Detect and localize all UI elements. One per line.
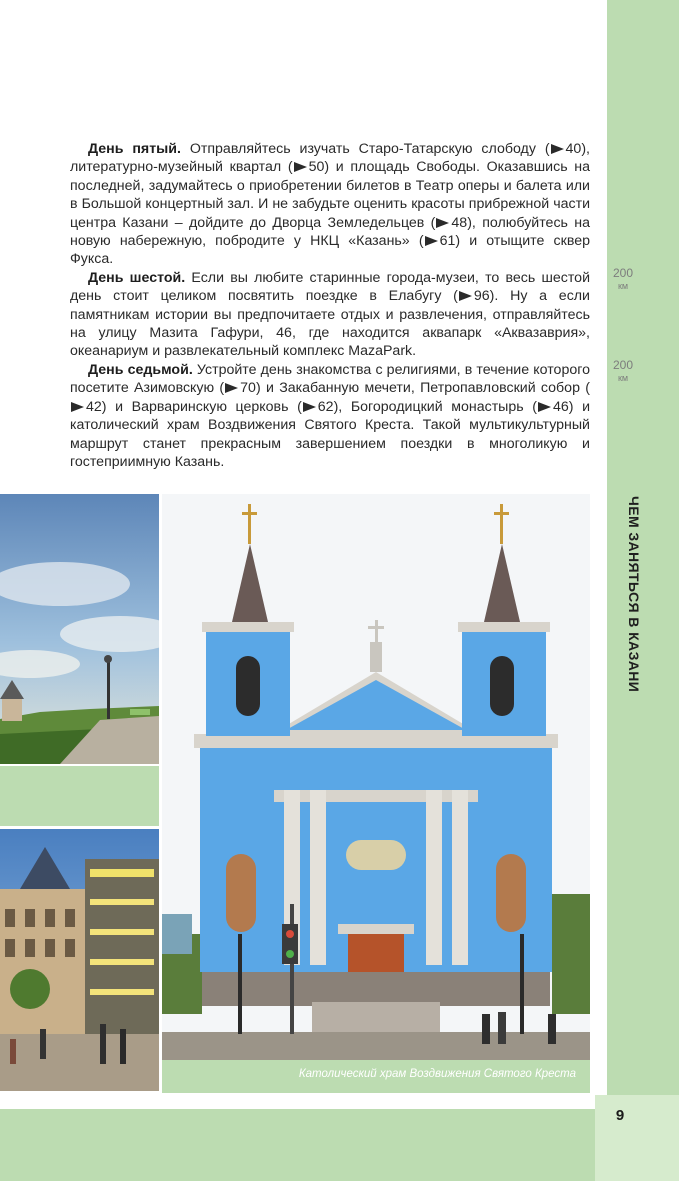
- side-margin-bar: [607, 0, 679, 1095]
- distance-unit: км: [617, 281, 629, 291]
- body-text: [70, 140, 590, 471]
- page-number-tab: [595, 1095, 679, 1181]
- paragraph-day-five: [70, 140, 590, 269]
- photo-pedestrian-street: [0, 829, 159, 1091]
- page-ref-arrow-icon: [459, 291, 472, 301]
- photo-kremlin-embankment-image: [0, 494, 159, 764]
- page-number: 9: [615, 1107, 625, 1124]
- paragraph-day-six: [70, 269, 590, 361]
- text-segment: 40), литературно-музейный квартал (: [70, 141, 590, 176]
- photo-kremlin-embankment: [0, 494, 159, 764]
- photo-catholic-church: [162, 494, 590, 1060]
- paragraph-heading: День шестой.: [88, 269, 186, 286]
- photo-caption: Католический храм Воздвижения Святого Креста: [298, 1068, 576, 1080]
- paragraph-heading: День седьмой.: [88, 361, 193, 378]
- bottom-green-band: [0, 1109, 595, 1181]
- text-segment: 62), Богородицкий монастырь (: [317, 398, 537, 415]
- photo-pedestrian-street-image: [0, 829, 159, 1091]
- text-segment: 61) и отыщите сквер Фукса.: [70, 233, 590, 268]
- distance-unit: км: [617, 373, 629, 383]
- text-segment: 70) и Закабанную мечети, Петропавловский собор (: [240, 380, 590, 397]
- page-ref-arrow-icon: [425, 236, 438, 246]
- text-segment: 42) и Варваринскую церковь (: [86, 398, 302, 415]
- text-segment: 50) и площадь Свободы. Оказавшись на последней, задумайтесь о приобретении билетов в Театр оперы и балета или в Большой концертный зал. И не забудьте оценить красоты прибрежной части центра Казани – дойдите до Дворца Земледельцев (: [70, 159, 590, 231]
- page-ref-arrow-icon: [538, 402, 551, 412]
- green-spacer-block: [0, 766, 159, 826]
- text-segment: 96). Ну а если памятникам истории вы предпочитаете отдых и развлечения, отправляйтесь на улицу Мазита Гафури, 46, где находится аквапарк «Аквазаврия», океанариум и развлекательный комплекс MazaPark.: [70, 288, 590, 360]
- page-ref-arrow-icon: [294, 162, 307, 172]
- distance-value: 200: [612, 266, 634, 280]
- photo-catholic-church-image: [162, 494, 590, 1060]
- page-ref-arrow-icon: [303, 402, 316, 412]
- text-segment: Если вы любите старинные города-музеи, то весь шестой день стоит целиком посвятить поездке в Елабугу (: [70, 269, 590, 305]
- text-segment: Устройте день знакомства с религиями, в течение которого посетите Азимовскую (: [70, 361, 590, 397]
- text-segment: 46) и католический храм Воздвижения Святого Креста. Такой мультикультурный маршрут станет прекрасным завершением поездки в многоликую и гостеприимную Казань.: [70, 398, 591, 470]
- page-ref-arrow-icon: [225, 383, 238, 393]
- page-ref-arrow-icon: [71, 402, 84, 412]
- distance-marker: [607, 358, 639, 384]
- photo-caption-bar: [162, 1060, 590, 1093]
- distance-marker: [607, 266, 639, 292]
- distance-value: 200: [612, 358, 634, 372]
- page-ref-arrow-icon: [551, 144, 564, 154]
- paragraph-heading: День пятый.: [88, 141, 181, 157]
- paragraph-day-seven: [70, 361, 590, 471]
- text-segment: Отправляйтесь изучать Старо-Татарскую слободу (: [180, 141, 550, 157]
- text-segment: 48), полюбуйтесь на новую набережную, побродите у НКЦ «Казань» (: [70, 214, 590, 250]
- page-ref-arrow-icon: [436, 218, 449, 228]
- section-title: ЧЕМ ЗАНЯТЬСЯ В КАЗАНИ: [626, 496, 642, 693]
